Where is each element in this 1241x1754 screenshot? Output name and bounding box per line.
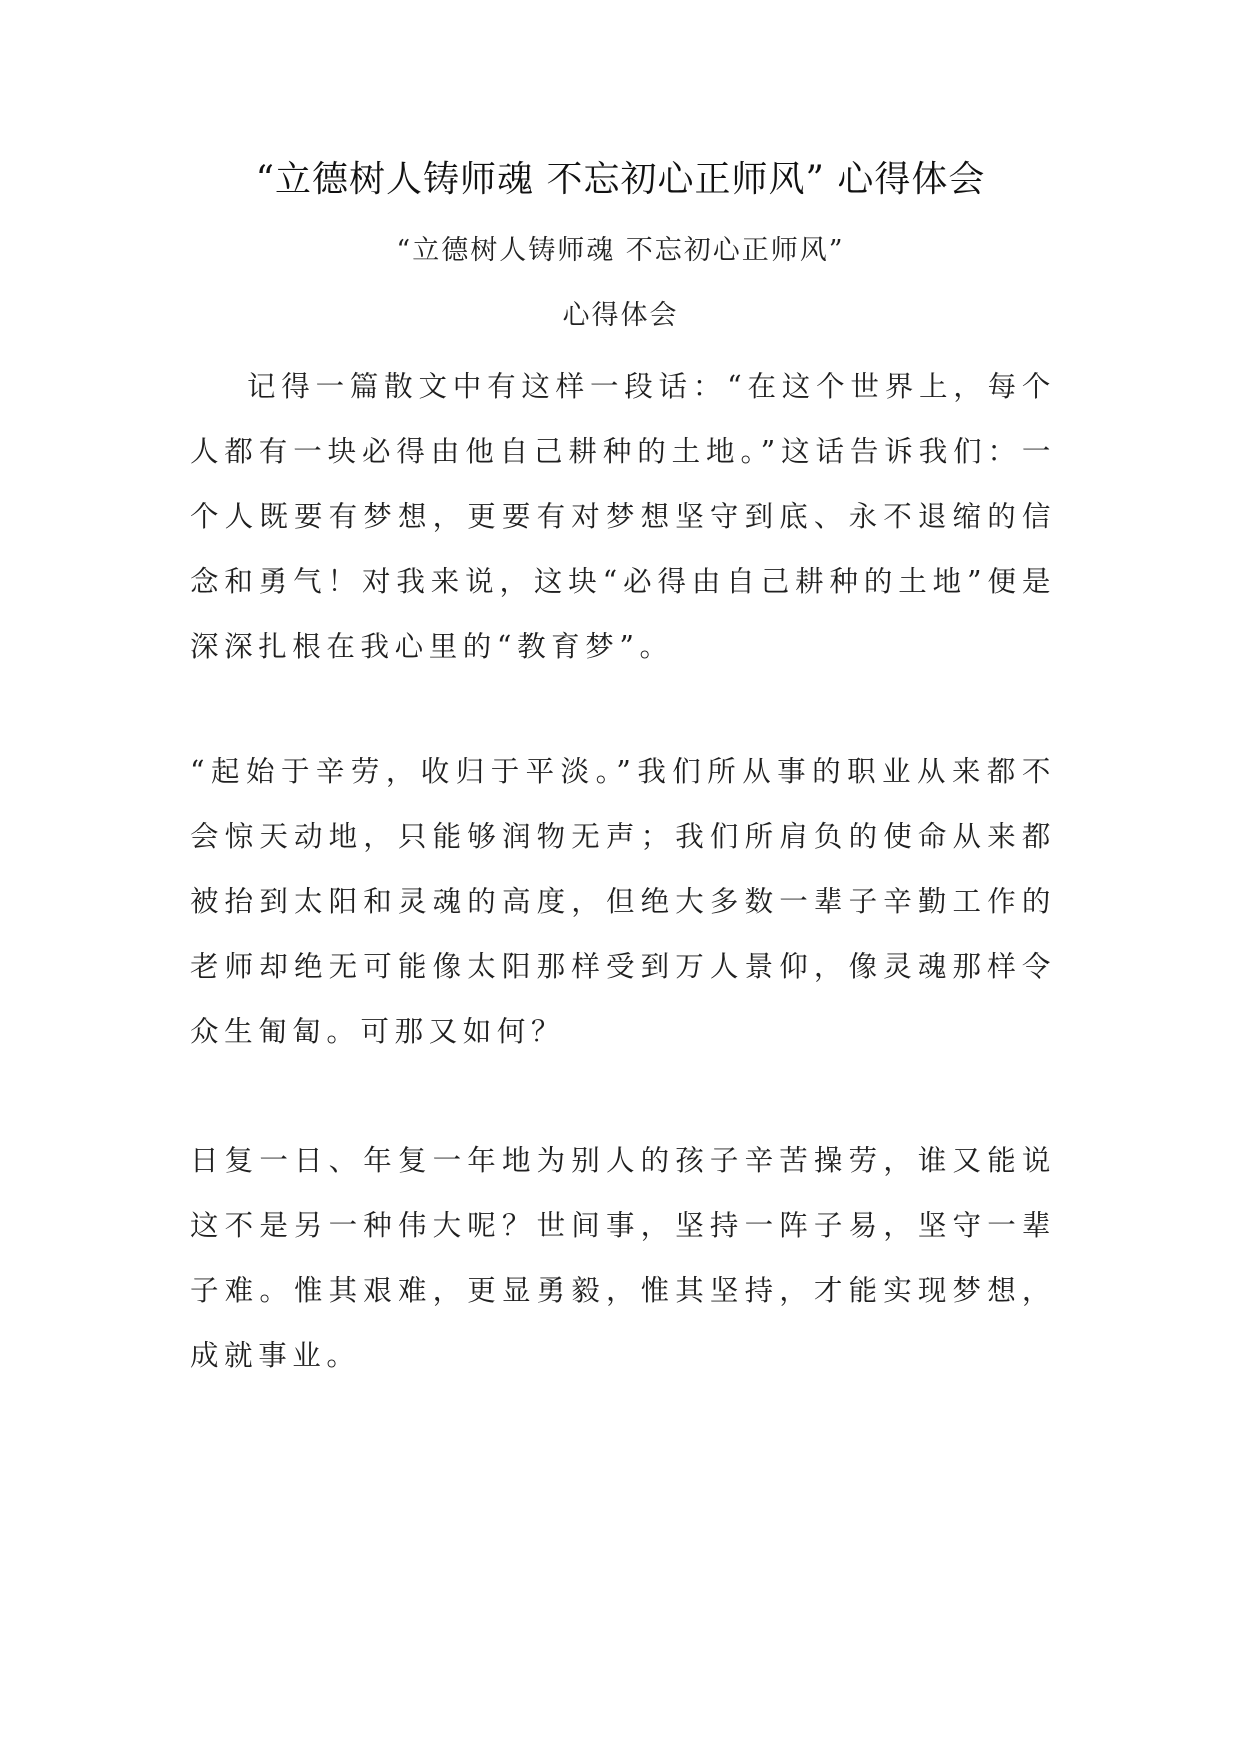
paragraph-3: 日复一日、年复一年地为别人的孩子辛苦操劳，谁又能说这不是另一种伟大呢？世间事，坚持一阵子易，坚守一辈子难。惟其艰难，更显勇毅，惟其坚持，才能实现梦想，成就事业。 [190, 1144, 1056, 1372]
document-subtitle-line2: 心得体会 [562, 300, 679, 331]
document-title: “立德树人铸师魂 不忘初心正师风” 心得体会 [255, 159, 986, 200]
paragraph-1: 记得一篇散文中有这样一段话：“在这个世界上，每个人都有一块必得由他自己耕种的土地。”这话告诉我们：一个人既要有梦想，更要有对梦想坚守到底、永不退缩的信念和勇气！对我来说，这块“必得由自己耕种的土地”便是深深扎根在我心里的“教育梦”。 [190, 370, 1056, 663]
document-subtitle-line1: “立德树人铸师魂 不忘初心正师风” [396, 235, 845, 266]
paragraph-2: “起始于辛劳，收归于平淡。”我们所从事的职业从来都不会惊天动地，只能够润物无声；我们所肩负的使命从来都被抬到太阳和灵魂的高度，但绝大多数一辈子辛勤工作的老师却绝无可能像太阳那样受到万人景仰，像灵魂那样令众生匍匐。可那又如何？ [190, 755, 1056, 1048]
